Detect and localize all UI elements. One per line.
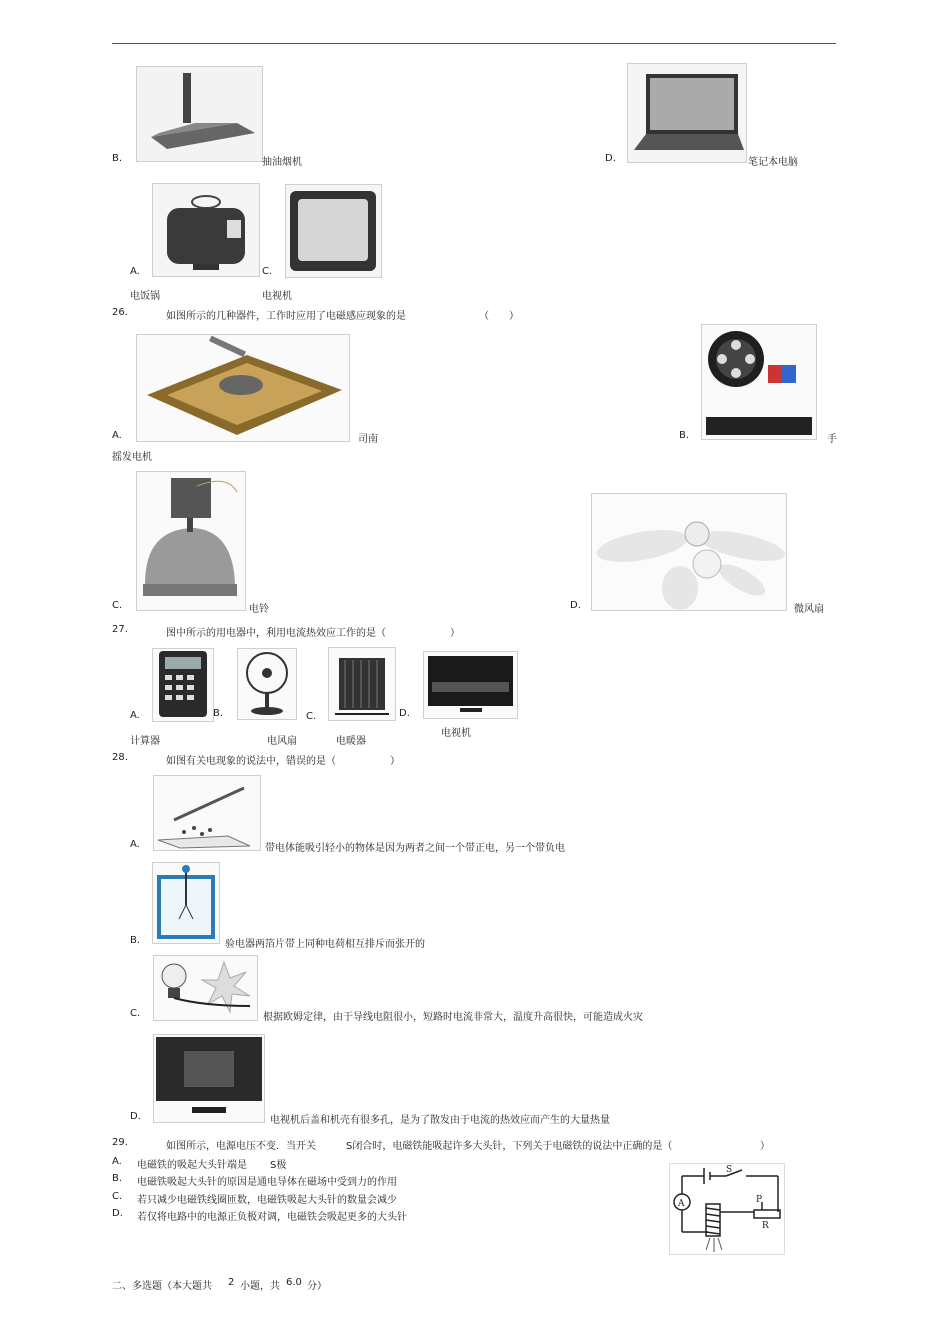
rheostat-label: R: [762, 1221, 769, 1231]
q25-option-a-letter: A.: [130, 266, 140, 277]
q28-option-b-text: 验电器两箔片带上同种电荷相互排斥而张开的: [225, 939, 425, 950]
q25-option-c-letter: C.: [262, 266, 273, 277]
q26-option-a-letter: A.: [112, 430, 122, 441]
q29-number: 29.: [112, 1137, 128, 1148]
q27-option-c-letter: C.: [306, 711, 317, 722]
q29-option-a-text-part1: 电磁铁的吸起大头针端是: [137, 1160, 247, 1171]
q27-option-d-letter: D.: [399, 708, 410, 719]
q28-option-c-text: 根据欧姆定律，由于导线电阻很小，短路时电流非常大，温度升高很快，可能造成火灾: [263, 1012, 643, 1023]
short-circuit-image: [153, 955, 258, 1021]
q26-option-d-label: 微风扇: [794, 604, 824, 615]
q26-number: 26.: [112, 307, 128, 318]
heater-image: [328, 647, 396, 721]
q28-option-d-letter: D.: [130, 1111, 141, 1122]
q26-option-c-label: 电铃: [249, 604, 269, 615]
q28-paren-close: ）: [390, 756, 400, 767]
q26-paren: （ ）: [479, 311, 519, 322]
mini-fan-image: [591, 493, 787, 611]
tv-image-flat: [423, 651, 518, 719]
slider-label: P: [756, 1195, 763, 1205]
q29-option-a-letter: A.: [112, 1156, 122, 1167]
q29-option-b-letter: B.: [112, 1173, 123, 1184]
hand-generator-image: [701, 324, 817, 440]
q28-question: 如图有关电现象的说法中，错误的是（: [166, 756, 336, 767]
q26-option-a-label: 司南: [358, 434, 378, 445]
q28-option-c-letter: C.: [130, 1008, 141, 1019]
q26-option-c-letter: C.: [112, 600, 123, 611]
section2-title-part2: 小题，共: [240, 1281, 280, 1292]
laptop-image: [627, 63, 747, 163]
compass-sinan-image: [136, 334, 350, 442]
tv-image-small: [285, 184, 382, 278]
q25-option-a-label: 电饭锅: [130, 291, 160, 302]
q27-option-b-label: 电风扇: [267, 736, 297, 747]
header-rule: [112, 43, 836, 44]
q28-option-b-letter: B.: [130, 935, 141, 946]
q29-option-c-text: 若只减少电磁铁线圈匝数，电磁铁吸起大头针的数量会减少: [137, 1195, 397, 1206]
q26-option-d-letter: D.: [570, 600, 581, 611]
q29-option-a-text-part2: S极: [270, 1160, 287, 1171]
q25-option-d-label: 笔记本电脑: [748, 157, 798, 168]
q29-option-b-text: 电磁铁吸起大头针的原因是通电导体在磁场中受到力的作用: [137, 1177, 397, 1188]
switch-label: S: [726, 1165, 733, 1175]
section2-count: 2: [228, 1277, 235, 1288]
q27-option-c-label: 电暖器: [336, 736, 366, 747]
q27-paren-close: ）: [450, 628, 460, 639]
q29-question-part2: S闭合时，电磁铁能吸起许多大头针，下列关于电磁铁的说法中正确的是（: [346, 1141, 673, 1152]
q26-question: 如图所示的几种器件，工作时应用了电磁感应现象的是: [166, 311, 406, 322]
section2-title-part3: 分）: [307, 1281, 327, 1292]
charged-rod-image: [153, 775, 261, 851]
q29-question-part1: 如图所示，电源电压不变．当开关: [166, 1141, 316, 1152]
section2-title-part1: 二、多选题（本大题共: [112, 1281, 212, 1292]
q25-option-d-letter: D.: [605, 153, 616, 164]
q27-number: 27.: [112, 624, 128, 635]
ammeter-label: A: [678, 1199, 685, 1209]
q25-option-b-letter: B.: [112, 153, 123, 164]
electric-bell-image: [136, 471, 246, 611]
q26-option-b-label-part2: 摇发电机: [112, 452, 152, 463]
q27-question: 图中所示的用电器中，利用电流热效应工作的是（: [166, 628, 386, 639]
fan-image: [237, 648, 297, 720]
calculator-image: [152, 648, 214, 722]
q26-option-b-label-part1: 手: [827, 434, 837, 445]
rice-cooker-image: [152, 183, 260, 277]
q28-option-a-text: 带电体能吸引轻小的物体是因为两者之间一个带正电，另一个带负电: [265, 843, 565, 854]
range-hood-image: [136, 66, 263, 162]
q28-number: 28.: [112, 752, 128, 763]
q25-option-b-label: 抽油烟机: [262, 157, 302, 168]
q27-option-a-label: 计算器: [130, 736, 160, 747]
q29-paren-close: ）: [760, 1141, 770, 1152]
q25-option-c-label: 电视机: [262, 291, 292, 302]
tv-back-image: [153, 1034, 265, 1123]
q29-option-c-letter: C.: [112, 1191, 123, 1202]
q28-option-d-text: 电视机后盖和机壳有很多孔，是为了散发由于电流的热效应而产生的大量热量: [270, 1115, 610, 1126]
q29-option-d-text: 若仅将电路中的电源正负极对调，电磁铁会吸起更多的大头针: [137, 1212, 407, 1223]
q27-option-b-letter: B.: [213, 708, 224, 719]
electroscope-image: [152, 862, 220, 944]
q27-option-a-letter: A.: [130, 710, 140, 721]
q26-option-b-letter: B.: [679, 430, 690, 441]
electromagnet-circuit-diagram: [669, 1163, 785, 1255]
q28-option-a-letter: A.: [130, 839, 140, 850]
q27-option-d-label: 电视机: [441, 728, 471, 739]
q29-option-d-letter: D.: [112, 1208, 123, 1219]
section2-score: 6.0: [286, 1277, 302, 1288]
